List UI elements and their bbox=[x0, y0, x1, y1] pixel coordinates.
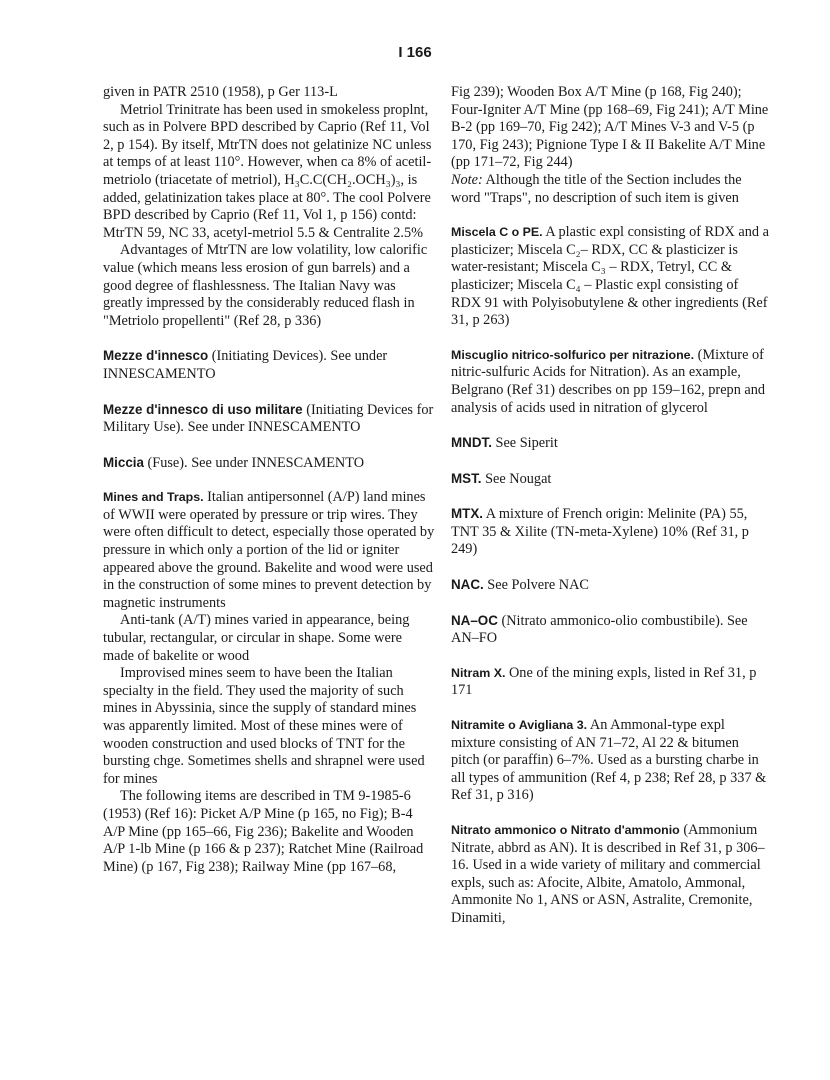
entry-body: (Ammonium Nitrate, abbrd as AN). It is described in Ref 31, p 306–16. Used in a wide variety of military and commercial expls, such as: Afocite, Albite, Amatolo, Ammonal, Ammonite No 1, ANS or ASN, Astralite, Cremonite, Dinamiti, bbox=[451, 822, 765, 926]
left-para-metriol-trinitrate: Metriol Trinitrate has been used in smokeless proplnt, such as in Polvere BPD described by Caprio (Ref 11, Vol 2, p 154). By itself, MtrTN does not gelatinize NC unless at temps of at least 110°. However, when ca 8% of acetil-metriolo (triacetate of metriol), H₃C.C(CH₂.OCH₃)₃, is added, gelatinization takes place at 80°. The cool Polvere BPD described by Caprio (Ref 11, Vol 1, p 156) contd: MtrTN 59, NC 33, acetyl-metriol 5.5 & Centralite 2.5% bbox=[103, 101, 432, 241]
entry-body: (Initiating Devices). See under INNESCAMENTO bbox=[103, 348, 388, 382]
entry-body: One of the mining expls, listed in Ref 31, p 171 bbox=[451, 664, 757, 699]
entry-heading: Nitram X. bbox=[451, 665, 506, 680]
entry-miscuglio bbox=[451, 347, 771, 417]
entry-body: An Ammonal-type expl mixture consisting of AN 71–72, Al 22 & bitumen pitch (or paraffin) 6–7%. Used as a bursting charbe in all types of ammunition (Ref 4, p 238; Ref 28, p 337 & Ref 31, p 316) bbox=[451, 717, 767, 804]
entry-heading: MTX. bbox=[451, 506, 483, 522]
entry-body: (Initiating Devices for Military Use). See under INNESCAMENTO bbox=[103, 401, 434, 436]
note-label: Note: bbox=[451, 171, 483, 188]
mines-note bbox=[451, 172, 771, 207]
mines-list-continued: Fig 239); Wooden Box A/T Mine (p 168, Fig 240); Four-Igniter A/T Mine (pp 168–69, Fig 241); A/T Mine B-2 (pp 169–70, Fig 242); A/T Mines V-3 and V-5 (p 170, Fig 243); Pignione Type I & II Bakelite A/T Mine (pp 171–72, Fig 244) bbox=[451, 84, 769, 171]
entry-nitram-x bbox=[451, 665, 771, 700]
entry-mines-and-traps bbox=[103, 489, 435, 612]
entry-body: Italian antipersonnel (A/P) land mines of WWII were operated by pressure or trip wires. They were often difficult to detect, especially those operated by pressure in which only a portion of the lid or igniter appeared above the ground. Bakelite and wood were used in the construction of some mines to prevent detection by magnetic instruments bbox=[103, 489, 435, 611]
entry-body: (Mixture of nitric-sulfuric Acids for Nitration). As an example, Belgrano (Ref 31) describes on pp 159–162, prepn and analysis of acids used in nitration of glycerol bbox=[451, 346, 766, 416]
entry-heading: Miscuglio nitrico-solfurico per nitrazione. bbox=[451, 347, 695, 362]
entry-mezze-innesco bbox=[103, 347, 435, 383]
entry-body: A mixture of French origin: Melinite (PA) 55, TNT 35 & Xilite (TN-meta-Xylene) 10% (Ref 31, p 249) bbox=[451, 506, 749, 558]
entry-body: (Nitrato ammonico-olio combustibile). See AN–FO bbox=[451, 612, 748, 647]
entry-heading: MNDT. bbox=[451, 435, 492, 451]
mines-para-improvised: Improvised mines seem to have been the Italian specialty in the field. They used the majority of such mines in Abyssinia, since the supply of standard mines was apparently limited. Most of these mines were of wooden construction and used blocks of TNT for the bursting chge. Sometimes shells and shrapnel were used for mines bbox=[103, 665, 425, 787]
entry-body: See Nougat bbox=[481, 470, 552, 487]
page-number: I 166 bbox=[398, 44, 432, 61]
entry-body: A plastic expl consisting of RDX and a plasticizer; Miscela C₂– RDX, CC & plasticizer is water-resistant; Miscela C₃ – RDX, Tetryl, CC & plasticizer; Miscela C₄ – Plastic expl consisting of RDX 91 with Polyisobutylene & other ingredients (Ref 31, p 263) bbox=[451, 224, 769, 329]
entry-heading: Nitramite o Avigliana 3. bbox=[451, 718, 588, 733]
entry-nitramite bbox=[451, 717, 771, 805]
entry-heading: Miccia bbox=[103, 454, 144, 470]
left-para-advantages: Advantages of MtrTN are low volatility, low calorific value (which means less erosion of gun barrels) and a good degree of flashlessness. The Italian Navy was greatly impressed by the considerably reduced flash in "Metriolo propellenti" (Ref 28, p 336) bbox=[103, 242, 428, 329]
entry-nitrato-ammonico bbox=[451, 822, 771, 928]
entry-nac bbox=[451, 576, 771, 595]
note-body: Although the title of the Section includes the word "Traps", no description of such item is given bbox=[451, 171, 742, 206]
entry-body: (Fuse). See under INNESCAMENTO bbox=[143, 454, 365, 471]
entry-heading: MST. bbox=[451, 470, 482, 486]
entry-mst bbox=[451, 470, 771, 489]
entry-heading: Mezze d'innesco bbox=[103, 348, 209, 364]
entry-na-oc bbox=[451, 612, 771, 648]
right-column bbox=[451, 84, 771, 928]
entry-heading: Mezze d'innesco di uso militare bbox=[103, 401, 303, 417]
entry-mtx bbox=[451, 505, 771, 559]
entry-mndt bbox=[451, 434, 771, 453]
left-para-patr: given in PATR 2510 (1958), p Ger 113-L bbox=[103, 84, 338, 100]
entry-heading: NAC. bbox=[451, 577, 484, 593]
entry-heading: Nitrato ammonico o Nitrato d'ammonio bbox=[451, 823, 680, 837]
entry-miscela-c bbox=[451, 224, 771, 330]
entry-miccia bbox=[103, 454, 435, 473]
entry-body: See Polvere NAC bbox=[483, 577, 589, 594]
entry-heading: Miscela C o PE. bbox=[451, 225, 543, 240]
entry-heading: Mines and Traps. bbox=[103, 490, 204, 505]
entry-body: See Siperit bbox=[491, 435, 558, 452]
mines-para-items-list: The following items are described in TM 9-1985-6 (1953) (Ref 16): Picket A/P Mine (p 165, no Fig); B-4 A/P Mine (pp 165–66, Fig 236); Bakelite and Wooden A/P 1-lb Mine (p 166 & p 237); Ratchet Mine (Railroad Mine) (p 167, Fig 238); Railway Mine (pp 167–68, bbox=[103, 788, 424, 875]
entry-mezze-innesco-militare bbox=[103, 401, 435, 437]
entry-heading: NA–OC bbox=[451, 612, 498, 628]
left-column bbox=[103, 84, 435, 876]
mines-para-anti-tank: Anti-tank (A/T) mines varied in appearance, being tubular, rectangular, or circular in shape. Some were made of bakelite or wood bbox=[103, 612, 410, 664]
